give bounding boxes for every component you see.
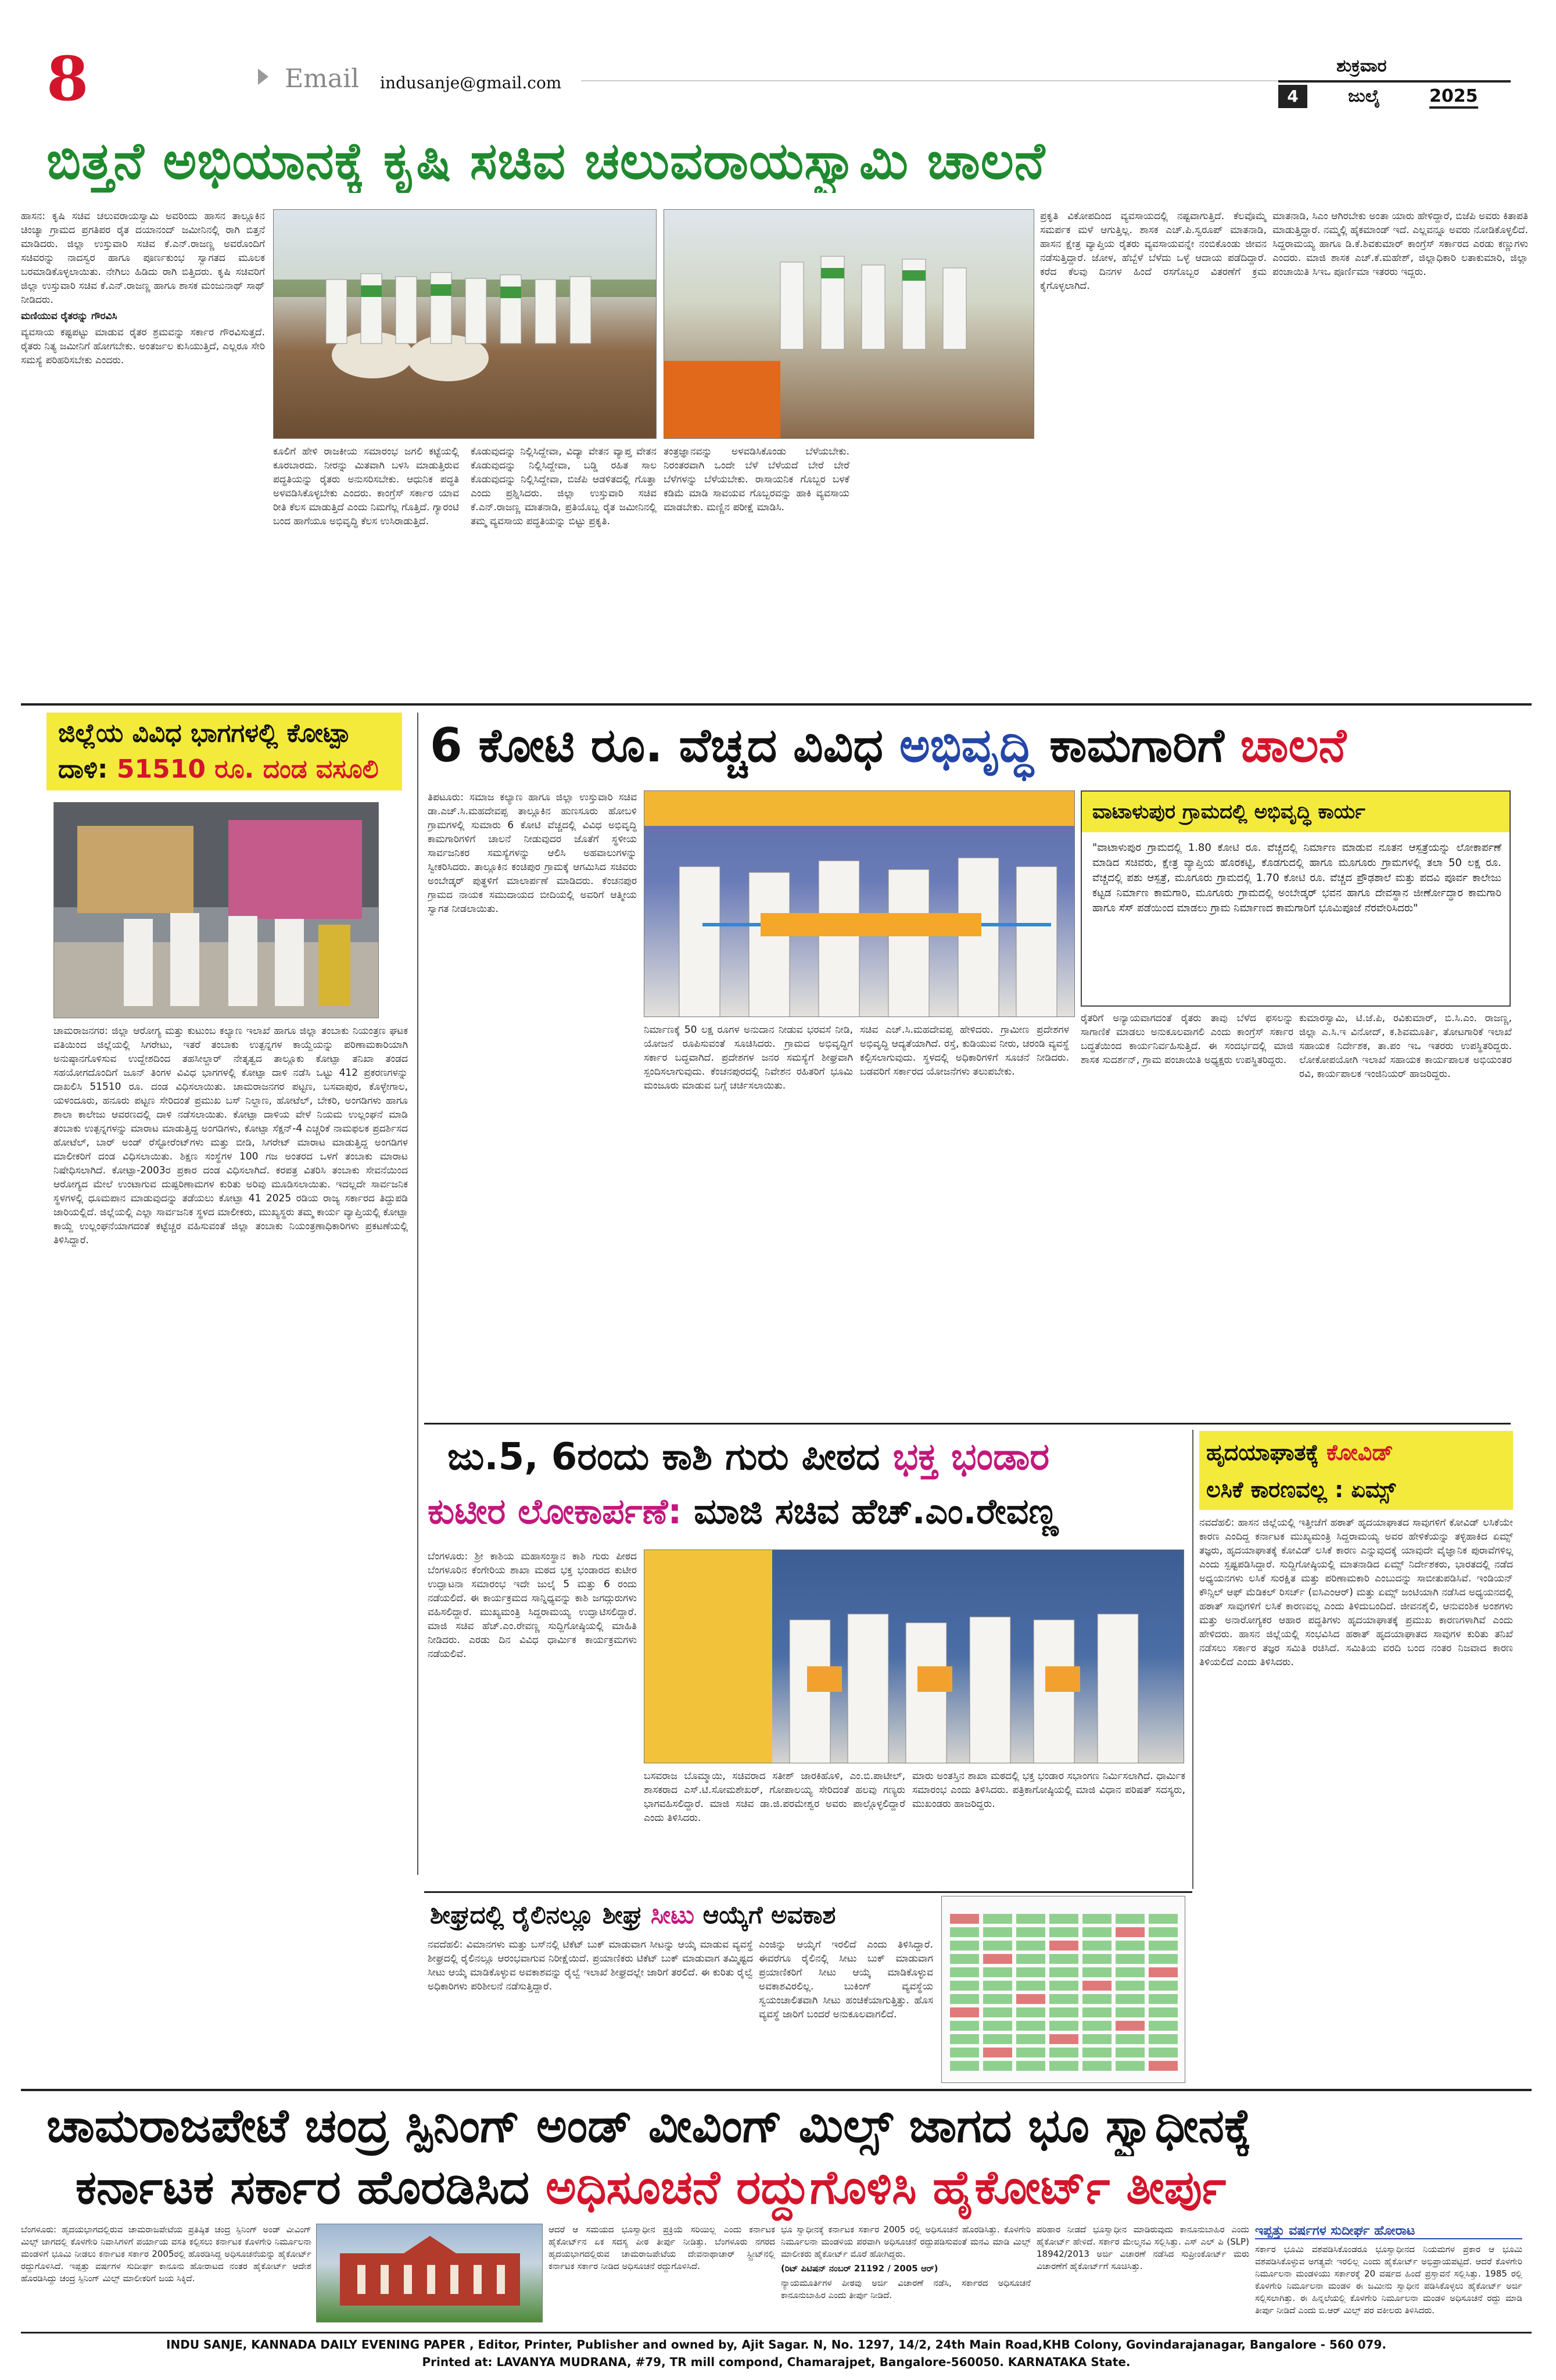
seat-cell — [1149, 1967, 1178, 1977]
release-scene — [644, 1550, 1184, 1763]
seat-cell — [983, 1954, 1012, 1964]
story6-col2: ಎಂಜಿನ್ನು ಆಯ್ಕೆಗೆ ಇರಲಿದೆ ಎಂದು ತಿಳಿಸಿದ್ದಾರೆ. ಈವರೆಗೂ ರೈಲಿನಲ್ಲಿ ಸೀಟು ಬುಕ್ ಮಾಡುವಾಗ ಪ್ರಯಾಣಿಕರಿಗೆ ಸೀಟು ಆಯ್ಕೆ ಮಾಡಿಕೊಳ್ಳುವ ಅವಕಾಶವಿರಲಿಲ್ಲ. ಬುಕಿಂಗ್ ವ್ಯವಸ್ಥೆಯ ಸ್ವಯಂಚಾಲಿತವಾಗಿ ಸೀಟು ಹಂಚಿಕೆಯಾಗುತ್ತಿತ್ತು. ಹೊಸ ವ್ಯವಸ್ಥೆ ಜಾರಿಗೆ ಬಂದರೆ ಅನುಕೂಲವಾಗಲಿದೆ. — [759, 1939, 933, 2020]
story6-headline-a: ಶೀಘ್ರದಲ್ಲಿ ರೈಲಿನಲ್ಲೂ ಶೀಘ್ರ — [430, 1901, 643, 1929]
seat-cell — [950, 2061, 979, 2071]
story7-headline-line1: ಚಾಮರಾಜಪೇಟೆ ಚಂದ್ರ ಸ್ಪಿನಿಂಗ್ ಅಂಡ್ ವೀವಿಂಗ್ ಮಿಲ್ಸ್ ಜಾಗದ ಭೂ ಸ್ವಾಧೀನಕ್ಕೆ — [46, 2099, 1252, 2153]
aiims-body: ನವದೆಹಲಿ: ಹಾಸನ ಜಿಲ್ಲೆಯಲ್ಲಿ ಇತ್ತೀಚೆಗೆ ಹಠಾತ್ ಹೃದಯಾಘಾತದ ಸಾವುಗಳಿಗೆ ಕೋವಿಡ್ ಲಸಿಕೆಯೇ ಕಾರಣ ಎಂದಿದ್ದ ಕರ್ನಾಟಕ ಮುಖ್ಯಮಂತ್ರಿ ಸಿದ್ದರಾಮಯ್ಯ ಅವರ ಹೇಳಿಕೆಯನ್ನು ತಳ್ಳಿಹಾಕಿದ ಏಮ್ಸ್ ತಜ್ಞರು, ಹೃದಯಾಘಾತಕ್ಕೆ ಕೋವಿಡ್ ಲಸಿಕೆ ಕಾರಣ ಎನ್ನುವುದಕ್ಕೆ ಯಾವುದೇ ವೈಜ್ಞಾನಿಕ ಪುರಾವೆಗಳಿಲ್ಲ ಎಂದು ಸ್ಪಷ್ಟಪಡಿಸಿದ್ದಾರೆ. ಸುದ್ದಿಗೋಷ್ಠಿಯಲ್ಲಿ ಮಾತನಾಡಿದ ಏಮ್ಸ್ ನಿರ್ದೇಶಕರು, ಭಾರತದಲ್ಲಿ ನಡೆದ ಅಧ್ಯಯನಗಳು ಲಸಿಕೆ ಸುರಕ್ಷಿತ ಮತ್ತು ಪರಿಣಾಮಕಾರಿ ಎಂಬುದನ್ನು ಸಾಬೀತುಪಡಿಸಿವೆ. ಇಂಡಿಯನ್ ಕೌನ್ಸಿಲ್ ಆಫ್ ಮೆಡಿಕಲ್ ರಿಸರ್ಚ್ (ಐಸಿಎಂಆರ್) ಮತ್ತು ಏಮ್ಸ್ ಜಂಟಿಯಾಗಿ ನಡೆಸಿದ ಅಧ್ಯಯನದಲ್ಲಿ ಹಠಾತ್ ಸಾವುಗಳಿಗೆ ಲಸಿಕೆ ಕಾರಣವಲ್ಲ ಎಂದು ತಿಳಿದುಬಂದಿದೆ. ಜೀವನಶೈಲಿ, ಆನುವಂಶಿಕ ಅಂಶಗಳು ಮತ್ತು ಅನಾರೋಗ್ಯಕರ ಆಹಾರ ಪದ್ಧತಿಗಳು ಹೃದಯಾಘಾತಕ್ಕೆ ಪ್ರಮುಖ ಕಾರಣಗಳಾಗಿವೆ ಎಂದು ಹೇಳಿದರು. ಹಾಸನ ಜಿಲ್ಲೆಯಲ್ಲಿ ಸಂಭವಿಸಿದ ಹಠಾತ್ ಹೃದಯಾಘಾತದ ಸಾವುಗಳ ಕುರಿತು ತನಿಖೆ ನಡೆಸಲು ಸರ್ಕಾರ ತಜ್ಞರ ಸಮಿತಿ ರಚಿಸಿದೆ. ಸಮಿತಿಯ ವರದಿ ಬಂದ ನಂತರ ನಿಜವಾದ ಕಾರಣ ತಿಳಿಯಲಿದೆ ಎಂದು ತಿಳಿಸಿದರು. — [1199, 1517, 1513, 1668]
kotpa-body: ಚಾಮರಾಜನಗರ: ಜಿಲ್ಲಾ ಆರೋಗ್ಯ ಮತ್ತು ಕುಟುಂಬ ಕಲ್ಯಾಣ ಇಲಾಖೆ ಹಾಗೂ ಜಿಲ್ಲಾ ತಂಬಾಕು ನಿಯಂತ್ರಣ ಘಟಕ ವತಿಯಿಂದ ಜಿಲ್ಲೆಯಲ್ಲಿ ಸಿಗರೇಟು, ಇತರೆ ತಂಬಾಕು ಉತ್ಪನ್ನಗಳ ಕಾಯ್ದೆಯನ್ನು ಪರಿಣಾಮಕಾರಿಯಾಗಿ ಅನುಷ್ಠಾನಗೊಳಿಸುವ ಉದ್ದೇಶದಿಂದ ತಹಸೀಲ್ದಾರ್ ನೇತೃತ್ವದ ತಾಲ್ಲೂಕು ಕೋಟ್ಪಾ ತನಿಖಾ ತಂಡದ ಸಹಯೋಗದೊಂದಿಗೆ ಜೂನ್ ತಿಂಗಳ ವಿವಿಧ ಭಾಗಗಳಲ್ಲಿ ಕೋಟ್ಪಾ ದಾಳಿ ನಡೆಸಿ ಒಟ್ಟು 412 ಪ್ರಕರಣಗಳನ್ನು ದಾಖಲಿಸಿ 51510 ರೂ. ದಂಡ ವಿಧಿಸಲಾಯಿತು. ಚಾಮರಾಜನಗರ ಪಟ್ಟಣ, ಬಸವಾಪುರ, ಕೊಳ್ಳೇಗಾಲ, ಯಳಂದೂರು, ಹನೂರು ಪಟ್ಟಣ ಸೇರಿದಂತೆ ಪ್ರಮುಖ ಬಸ್ ನಿಲ್ದಾಣ, ಹೋಟೆಲ್, ಬೇಕರಿ, ಅಂಗಡಿಗಳು ಹಾಗೂ ಶಾಲಾ ಕಾಲೇಜು ಆವರಣದಲ್ಲಿ ದಾಳಿ ನಡೆಸಲಾಯಿತು. ಕೋಟ್ಪಾ ದಾಳಿಯ ವೇಳೆ ನಿಯಮ ಉಲ್ಲಂಘನೆ ಮಾಡಿ ತಂಬಾಕು ಉತ್ಪನ್ನಗಳನ್ನು ಮಾರಾಟ ಮಾಡುತ್ತಿದ್ದ ಅಂಗಡಿಗಳು, ಕೋಟ್ಪಾ ಸೆಕ್ಷನ್-4 ಎಚ್ಚರಿಕೆ ನಾಮಫಲಕ ಪ್ರದರ್ಶಿಸದ ಹೋಟೆಲ್, ಬಾರ್ ಅಂಡ್ ರೆಸ್ಟೋರೆಂಟ್‌ಗಳು ಮತ್ತು ಬೀಡಿ, ಸಿಗರೇಟ್ ಮಾರಾಟ ಮಾಡುತ್ತಿದ್ದ ಅಂಗಡಿಗಳ ಮಾಲೀಕರಿಗೆ ದಂಡ ವಿಧಿಸಲಾಯಿತು. ಶಿಕ್ಷಣ ಸಂಸ್ಥೆಗಳ 100 ಗಜ ಅಂತರದ ಒಳಗೆ ತಂಬಾಕು ಮಾರಾಟ ನಿಷೇಧಿಸಲಾಗಿದೆ. ಕೋಟ್ಪಾ-2003ರ ಪ್ರಕಾರ ದಂಡ ವಿಧಿಸಲಾಗಿದೆ. ಕರಪತ್ರ ವಿತರಿಸಿ ತಂಬಾಕು ಸೇವನೆಯಿಂದ ಆರೋಗ್ಯದ ಮೇಲೆ ಉಂಟಾಗುವ ದುಷ್ಪರಿಣಾಮಗಳ ಕುರಿತು ಅರಿವು ಮೂಡಿಸಲಾಯಿತು. ಇದಲ್ಲದೇ ಸಾರ್ವಜನಿಕ ಸ್ಥಳಗಳಲ್ಲಿ ಧೂಮಪಾನ ಮಾಡುವುದನ್ನು ತಡೆಯಲು ಕೋಟ್ಪಾ 41 2025 ರಡಿಯ ರಾಜ್ಯ ಸರ್ಕಾರದ ತಿದ್ದುಪಡಿ ಜಾರಿಯಲ್ಲಿದೆ. ಜಿಲ್ಲೆಯಲ್ಲಿ ಎಲ್ಲಾ ಸಾರ್ವಜನಿಕ ಸ್ಥಳದ ಮಾಲೀಕರು, ಮುಖ್ಯಸ್ಥರು ತಮ್ಮ ಕಾರ್ಯ ವ್ಯಾಪ್ತಿಯಲ್ಲಿ ಕೋಟ್ಪಾ ಕಾಯ್ದೆ ಉಲ್ಲಂಘನೆಯಾಗದಂತೆ ಕಟ್ಟೆಚ್ಚರ ವಹಿಸುವಂತೆ ಜಿಲ್ಲಾ ತಂಬಾಕು ನಿಯಂತ್ರಣಾಧಿಕಾರಿಗಳು ಪ್ರಕಟಣೆಯಲ್ಲಿ ತಿಳಿಸಿದ್ದಾರೆ. — [53, 1025, 408, 1246]
seat-cell — [983, 1981, 1012, 1991]
seat-cell — [1016, 2034, 1045, 2044]
seat-cell — [950, 1941, 979, 1950]
seat-cell — [1082, 2048, 1112, 2057]
story7-col3 — [781, 2224, 1031, 2328]
seat-cell — [983, 2007, 1012, 2017]
case-number: (ರಿಟ್ ಪಿಟಿಷನ್ ನಂಬರ್ 21192 / 2005 ಆರ್) — [781, 2263, 938, 2274]
story1-col6: ಮಾತನಾಡಿ, ಸಿಎಂ ಆಗಿರಬೇಕು ಅಂತಾ ಯಾರು ಹೇಳಿದ್ದಾರೆ, ಬಿಜೆಪಿ ಅವರು ಕಿತಾಪತಿ ಮಾಡುತ್ತಿದ್ದಾರೆ. ನಮ್ಮಲ್ಲಿ ಹೈಕಮಾಂಡ್ ಇದೆ. ಎಲ್ಲವನ್ನೂ ಅವರು ನೋಡಿಕೊಳ್ಳಲಿದೆ. ಸಿದ್ದರಾಮಯ್ಯ ಹಾಗೂ ಡಿ.ಕೆ.ಶಿವಕುಮಾರ್ ಕಾಂಗ್ರೆಸ್ ಸರ್ಕಾರದ ಎರಡು ಕಣ್ಣುಗಳು ಎಂದರು. ಮಾಜಿ ಶಾಸಕ ಎಚ್.ಕೆ.ಮಹೇಶ್, ಜಿಲ್ಲಾಧಿಕಾರಿ ಲತಾಕುಮಾರಿ, ಜಿಲ್ಲಾ ಪಂಚಾಯಿತಿ ಸಿಇಒ ಪೂರ್ಣಿಮಾ ಇತರರು ಇದ್ದರು. — [1272, 210, 1528, 278]
seat-cell — [950, 2007, 979, 2017]
divider-vertical-right — [1192, 1430, 1193, 1889]
footer-imprint-line1: INDU SANJE, KANNADA DAILY EVENING PAPER , Editor, Printer, Publisher and owned by, Ajit Sagar. N, No. 1297, 14/2, 24th Main Road,KHB Colony, Govindarajanagar, Bangalore - 560 079. — [166, 2338, 1386, 2352]
seat-cell — [1049, 1994, 1078, 2004]
seat-cell — [1049, 1967, 1078, 1977]
story4-photo-release — [644, 1549, 1184, 1763]
seat-cell — [1116, 1967, 1145, 1977]
seat-cell — [1016, 1981, 1045, 1991]
high-court-building — [317, 2224, 543, 2322]
divider-story6 — [21, 2089, 1532, 2091]
seat-cell — [1149, 2034, 1178, 2044]
kotpa-headline-line2 — [58, 752, 379, 787]
seat-cell — [950, 1914, 979, 1924]
seat-cell — [1082, 1927, 1112, 1937]
year: 2025 — [1429, 86, 1478, 109]
seat-cell — [1149, 2021, 1178, 2031]
story6-headline-c: ಆಯ್ಕೆಗೆ ಅವಕಾಶ — [702, 1901, 836, 1929]
seat-cell — [1049, 2061, 1078, 2071]
weekday: ಶುಕ್ರವಾರ — [1336, 56, 1387, 76]
seat-cell — [1082, 1954, 1112, 1964]
divider-vertical-left — [417, 713, 418, 1875]
story4-headline-b: ಭಕ್ತ ಭಂಡಾರ — [892, 1436, 1050, 1479]
seat-cell — [950, 2048, 979, 2057]
month: ಜುಲೈ — [1348, 86, 1381, 106]
story3-col4: ರೈತರಿಗೆ ಅನ್ಯಾಯವಾಗದಂತೆ ರೈತರು ತಾವು ಬೆಳೆದ ಫಸಲನ್ನು ಸಾಗಾಣಿಕೆ ಮಾಡಲು ಅನುಕೂಲವಾಗಲಿ ಎಂದು ಕಾಂಗ್ರೆಸ್ ಸರ್ಕಾರ ಬದ್ಧತೆಯಿಂದ ಕಾರ್ಯನಿರ್ವಹಿಸುತ್ತಿದೆ. ಈ ಸಂದರ್ಭದಲ್ಲಿ ಮಾಜಿ ಶಾಸಕ ಸುದರ್ಶನ್, ಗ್ರಾಮ ಪಂಚಾಯಿತಿ ಅಧ್ಯಕ್ಷರು ಉಪಸ್ಥಿತರಿದ್ದರು. — [1081, 1012, 1293, 1066]
story3-col3: ಸಚಿವ ಎಚ್.ಸಿ.ಮಹದೇವಪ್ಪ ಹೇಳಿದರು. ಗ್ರಾಮೀಣ ಪ್ರದೇಶಗಳ ಅಭಿವೃದ್ಧಿ ಆದ್ಯತೆಯಾಗಿದೆ. ರಸ್ತೆ, ಕುಡಿಯುವ ನೀರು, ಚರಂಡಿ ವ್ಯವಸ್ಥೆ ಕಲ್ಪಿಸಲಾಗುವುದು. ಸ್ಥಳದಲ್ಲಿ ಅಧಿಕಾರಿಗಳಿಗೆ ಸೂಚನೆ ನೀಡಿದರು. ಬಡವರಿಗೆ ಸರ್ಕಾರದ ಯೋಜನೆಗಳು ತಲುಪಬೇಕು. — [860, 1024, 1069, 1078]
seat-cell — [1149, 1941, 1178, 1950]
story1-col3: ಕೊಡುವುದನ್ನು ನಿಲ್ಲಿಸಿದ್ದೇವಾ, ವಿದ್ಯಾ ವೇತನ ವ್ಯಾಪ್ತ ವೇತನ ಕೊಡುವುದನ್ನು ನಿಲ್ಲಿಸಿದ್ದೇವಾ, ಬಡ್ಡಿ ರಹಿತ ಸಾಲ ಕೊಡುವುದನ್ನು ನಿಲ್ಲಿಸಿದ್ದೇವಾ, ಬಿಜೆಪಿ ಆಡಳಿತದಲ್ಲಿ ಗೊತ್ತಾ ಎಂದು ಪ್ರಶ್ನಿಸಿದರು. ಜಿಲ್ಲಾ ಉಸ್ತುವಾರಿ ಸಚಿವ ಕೆ.ಎನ್.ರಾಜಣ್ಣ ಮಾತನಾಡಿ, ಪ್ರತಿಯೊಬ್ಬ ರೈತ ಜಮೀನಿನಲ್ಲಿ ತಮ್ಮ ವ್ಯವಸಾಯ ಪದ್ಧತಿಯನ್ನು ಬಿಟ್ಟು ಪ್ರಕೃತಿ. — [471, 446, 657, 527]
seat-cell — [983, 2021, 1012, 2031]
kotpa-headline-pre: ದಾಳಿ: — [58, 754, 108, 784]
seat-cell — [1116, 2048, 1145, 2057]
seat-cell — [950, 2034, 979, 2044]
story4-headline-c: ಕುಟೀರ ಲೋಕಾರ್ಪಣೆ: — [428, 1491, 682, 1532]
seat-cell — [1082, 1994, 1112, 2004]
seat-cell — [1016, 2021, 1045, 2031]
seat-cell — [1149, 1994, 1178, 2004]
seat-cell — [950, 1927, 979, 1937]
story4-col1: ಬೆಂಗಳೂರು: ಶ್ರೀ ಕಾಶಿಯ ಮಹಾಸಂಸ್ಥಾನ ಕಾಶಿ ಗುರು ಪೀಠದ ಬೆಂಗಳೂರಿನ ಕೆಂಗೇರಿಯ ಶಾಖಾ ಮಠದ ಭಕ್ತ ಭಂಡಾರದ ಕುಟೀರ ಉದ್ಘಾಟನಾ ಸಮಾರಂಭ ಇದೇ ಜುಲೈ 5 ಮತ್ತು 6 ರಂದು ನಡೆಯಲಿದೆ. ಈ ಕಾರ್ಯಕ್ರಮದ ಸಾನ್ನಿಧ್ಯವನ್ನು ಕಾಶಿ ಜಗದ್ಗುರುಗಳು ವಹಿಸಲಿದ್ದಾರೆ. ಮುಖ್ಯಮಂತ್ರಿ ಸಿದ್ದರಾಮಯ್ಯ ಉದ್ಘಾಟಿಸಲಿದ್ದಾರೆ. ಮಾಜಿ ಸಚಿವ ಹೆಚ್.ಎಂ.ರೇವಣ್ಣ ಸುದ್ದಿಗೋಷ್ಠಿಯಲ್ಲಿ ಮಾಹಿತಿ ನೀಡಿದರು. ಎರಡು ದಿನ ವಿವಿಧ ಧಾರ್ಮಿಕ ಕಾರ್ಯಕ್ರಮಗಳು ನಡೆಯಲಿವೆ. — [428, 1551, 637, 1660]
seat-cell — [1082, 1967, 1112, 1977]
story1-photo-sowing — [664, 209, 1034, 439]
kotpa-photo-shop — [53, 802, 379, 1018]
seat-cell — [1082, 2034, 1112, 2044]
ploughing-scene — [274, 210, 657, 439]
story1-col1b: ವ್ಯವಸಾಯ ಕಷ್ಟಪಟ್ಟು ಮಾಡುವ ರೈತರ ಶ್ರಮವನ್ನು ಸರ್ಕಾರ ಗೌರವಿಸುತ್ತದೆ. ರೈತರು ನಿತ್ಯ ಜಮೀನಿಗೆ ಹೋಗಬೇಕು. ಅಂತರ್ಜಲ ಕುಸಿಯುತ್ತಿದೆ, ಎಲ್ಲರೂ ಸೇರಿ ಸಮಸ್ಯೆ ಪರಿಹರಿಸಬೇಕು ಎಂದರು. — [21, 327, 265, 366]
story1-col5: ಪ್ರಕೃತಿ ವಿಕೋಪದಿಂದ ವ್ಯವಸಾಯದಲ್ಲಿ ನಷ್ಟವಾಗುತ್ತಿದೆ. ಕೆಲವೊಮ್ಮೆ ಸಮರ್ಪಕ ಮಳೆ ಆಗುತ್ತಿಲ್ಲ. ಶಾಸಕ ಎಚ್.ಪಿ.ಸ್ವರೂಪ್ ಮಾತನಾಡಿ, ಹಾಸನ ಕ್ಷೇತ್ರ ವ್ಯಾಪ್ತಿಯ ರೈತರು ವ್ಯವಸಾಯವನ್ನೇ ನಂಬಿಕೊಂಡು ಜೀವನ ನಡೆಸುತ್ತಿದ್ದಾರೆ. ಜೋಳ, ಹೆಬ್ಬೆಳೆ ಬೆಳೆದು ಒಳ್ಳೆ ಆದಾಯ ಪಡೆದಿದ್ದಾರೆ. ಕರೆದ ಕೆಲವು ದಿನಗಳ ಹಿಂದೆ ರಸಗೊಬ್ಬರ ವಿತರಣೆಗೆ ಕ್ರಮ ಕೈಗೊಳ್ಳಲಾಗಿದೆ. — [1040, 210, 1267, 292]
seat-cell — [1149, 2048, 1178, 2057]
seat-cell — [1082, 1914, 1112, 1924]
aiims-headline-line2: ಲಸಿಕೆ ಕಾರಣವಲ್ಲ : ಏಮ್ಸ್ — [1206, 1477, 1396, 1502]
story7-col5: ಸರ್ಕಾರ ಭೂಮಿ ವಶಪಡಿಸಿಕೊಂಡರೂ ಭೂಸ್ವಾಧೀನದ ನಿಯಮಗಳ ಪ್ರಕಾರ ಆ ಭೂಮಿ ವಶಪಡಿಸಿಕೊಳ್ಳುವ ಅಗತ್ಯವೇ ಇರಲಿಲ್ಲ ಎಂದು ಹೈಕೋರ್ಟ್ ಅಭಿಪ್ರಾಯಪಟ್ಟಿದೆ. ಆದರೆ ಕೊಳಗೇರಿ ನಿರ್ಮೂಲನಾ ಮಂಡಳಿಯು ಸರ್ಕಾರಕ್ಕೆ 20 ವರ್ಷದ ಹಿಂದೆ ಪ್ರಸ್ತಾವನೆ ಸಲ್ಲಿಸಿತ್ತು. 1985 ರಲ್ಲಿ ಕೊಳಗೇರಿ ನಿರ್ಮೂಲನಾ ಮಂಡಳಿ ಈ ಜಮೀನು ಸ್ವಾಧೀನ ಪಡಿಸಿಕೊಳ್ಳಲು ಹೈಕೋರ್ಟ್ ಅರ್ಜಿ ಸಲ್ಲಿಸಲಾಗಿತ್ತು. ಈ ಹಿನ್ನಲೆಯಲ್ಲಿ ಕೊಳಗೇರಿ ನಿರ್ಮೂಲನಾ ಮಂಡಳಿ ಅಧಿಸೂಚನೆ ರದ್ದು ಮಾಡಿ ತೀರ್ಪು ನೀಡಿದೆ ಎಂದು ಬಿ.ಆರ್ ಮಿಲ್ಸ್ ಪರ ವಕೀಲರು ತಿಳಿಸಿದರು. — [1255, 2244, 1522, 2315]
seat-cell — [1082, 1941, 1112, 1950]
kotpa-headline-line1: ಜಿಲ್ಲೆಯ ವಿವಿಧ ಭಾಗಗಳಲ್ಲಿ ಕೋಟ್ಪಾ — [58, 718, 351, 748]
seat-cell — [1049, 2048, 1078, 2057]
story7-col5-title: ಇಪ್ಪತ್ತು ವರ್ಷಗಳ ಸುದೀರ್ಘ ಹೋರಾಟ — [1255, 2224, 1522, 2239]
story1-col2: ಕೂಲಿಗೆ ಹೇಳಿ ರಾಜಕೀಯ ಸಮಾರಂಭ ಜಗಲಿ ಕಟ್ಟೆಯಲ್ಲಿ ಕೂರಬಾರದು. ನೀರನ್ನು ಮಿತವಾಗಿ ಬಳಸಿ ಮಾಡುತ್ತಿರುವ ಪದ್ಧತಿಯನ್ನು ರೈತರು ಅನುಸರಿಸಬೇಕು. ಆಧುನಿಕ ಪದ್ಧತಿ ಅಳವಡಿಸಿಕೊಳ್ಳಬೇಕು ಎಂದರು. ಕಾಂಗ್ರೆಸ್ ಸರ್ಕಾರ ಯಾವ ರೀತಿ ಕೆಲಸ ಮಾಡುತ್ತಿದೆ ಎಂದು ನಿಮಗೆಲ್ಲ ಗೊತ್ತಿದೆ. ಗ್ಯಾರಂಟಿ ಬಂದ ಹಾಗೆಯೂ ಅಭಿವೃದ್ಧಿ ಕೆಲಸ ಉಸಿರಾಡುತ್ತಿದೆ. — [273, 446, 459, 527]
story1-col1 — [21, 209, 265, 697]
seat-cell — [950, 1967, 979, 1977]
seat-cell — [1116, 1981, 1145, 1991]
seat-cell — [1149, 2007, 1178, 2017]
divider-story1 — [21, 703, 1532, 706]
sowing-scene — [664, 210, 1034, 439]
seat-cell — [983, 2061, 1012, 2071]
high-court-photo — [316, 2224, 543, 2322]
seat-cell — [1149, 1954, 1178, 1964]
story6-headline-b: ಸೀಟು — [650, 1901, 695, 1929]
story4-col3: ಮಾರು ಅಂತಸ್ತಿನ ಶಾಖಾ ಮಠದಲ್ಲಿ ಭಕ್ತ ಭಂಡಾರ ಸಭಾಂಗಣ ನಿರ್ಮಿಸಲಾಗಿದೆ. ಧಾರ್ಮಿಕ ಸಮಾರಂಭ ಎಂದು ತಿಳಿಸಿದರು. ಪತ್ರಿಕಾಗೋಷ್ಠಿಯಲ್ಲಿ ಮಾಜಿ ವಿಧಾನ ಪರಿಷತ್ ಸದಸ್ಯರು, ಮುಖಂಡರು ಹಾಜರಿದ್ದರು. — [912, 1770, 1185, 1810]
seat-cell — [950, 2021, 979, 2031]
seat-cell — [1149, 1927, 1178, 1937]
story7-col3-text: ಭೂ ಸ್ವಾಧೀನಕ್ಕೆ ಕರ್ನಾಟಕ ಸರ್ಕಾರ 2005 ರಲ್ಲಿ ಅಧಿಸೂಚನೆ ಹೊರಡಿಸಿತ್ತು. ಕೊಳಗೇರಿ ನಿರ್ಮೂಲನಾ ಮಂಡಳಿಯ ಪರವಾಗಿ ಅಧಿಸೂಚನೆ ರದ್ದುಪಡಿಸುವಂತೆ ಮನವಿ ಮಾಡಿ ಮಿಲ್ಸ್ ಮಾಲೀಕರು ಹೈಕೋರ್ಟ್ ಮೊರೆ ಹೋಗಿದ್ದರು. — [781, 2224, 1031, 2259]
date-block — [1278, 56, 1511, 110]
seat-cell — [1049, 1941, 1078, 1950]
seat-cell — [1049, 1927, 1078, 1937]
story3-intro: ತಿಪಟೂರು: ಸಮಾಜ ಕಲ್ಯಾಣ ಹಾಗೂ ಜಿಲ್ಲಾ ಉಸ್ತುವಾರಿ ಸಚಿವ ಡಾ.ಎಚ್.ಸಿ.ಮಹದೇವಪ್ಪ ತಾಲ್ಲೂಕಿನ ಹುಣಸೂರು ಹೋಬಳಿ ಗ್ರಾಮಗಳಲ್ಲಿ ಸುಮಾರು 6 ಕೋಟಿ ವೆಚ್ಚದಲ್ಲಿ ವಿವಿಧ ಅಭಿವೃದ್ಧಿ ಕಾಮಗಾರಿಗಳಿಗೆ ಚಾಲನೆ ನೀಡುವುದರ ಜೊತೆಗೆ ಸ್ಥಳೀಯ ಸಾರ್ವಜನಿಕರ ಸಮಸ್ಯೆಗಳನ್ನು ಆಲಿಸಿ ಅಹವಾಲುಗಳನ್ನು ಸ್ವೀಕರಿಸಿದರು. ತಾಲ್ಲೂಕಿನ ಕಂಚಿಪುರ ಗ್ರಾಮಕ್ಕೆ ಆಗಮಿಸಿದ ಸಚಿವರು ಅಂಬೇಡ್ಕರ್ ಪುತ್ಥಳಿಗೆ ಮಾಲಾರ್ಪಣೆ ಮಾಡಿದರು. ಕೆಂಚನಪುರ ಗ್ರಾಮದ ನಾಯಕ ಸಮುದಾಯದ ಬೀದಿಯಲ್ಲಿ ಅವರಿಗೆ ಆತ್ಮೀಯ ಸ್ವಾಗತ ನೀಡಲಾಯಿತು. — [428, 792, 637, 915]
seat-cell — [1016, 2048, 1045, 2057]
seat-cell — [1049, 1954, 1078, 1964]
story3-photo-inauguration — [644, 790, 1075, 1017]
story7-headline-b: ಅಧಿಸೂಚನೆ ರದ್ದುಗೊಳಿಸಿ ಹೈಕೋರ್ಟ್ ತೀರ್ಪು — [546, 2160, 1227, 2214]
seat-cell — [983, 1994, 1012, 2004]
story3-headline-c: ಕಾಮಗಾರಿಗೆ — [1049, 718, 1224, 772]
seat-cell — [983, 1967, 1012, 1977]
seat-cell — [950, 1954, 979, 1964]
seat-cell — [1016, 2007, 1045, 2017]
story3-side-title: ವಾಟಾಳುಪುರ ಗ್ರಾಮದಲ್ಲಿ ಅಭಿವೃದ್ಧಿ ಕಾರ್ಯ — [1092, 800, 1365, 824]
email-label: Email — [285, 64, 360, 94]
divider-story3 — [424, 1423, 1511, 1425]
story3-headline-d: ಚಾಲನೆ — [1240, 718, 1347, 772]
story6-headline — [430, 1896, 836, 1934]
seat-cell — [1116, 2034, 1145, 2044]
story1-headline: ಬಿತ್ತನೆ ಅಭಿಯಾನಕ್ಕೆ ಕೃಷಿ ಸಚಿವ ಚಲುವರಾಯಸ್ವಾಮಿ ಚಾಲನೆ — [46, 131, 1046, 191]
day: 4 — [1278, 85, 1307, 108]
seat-cell — [1116, 1954, 1145, 1964]
seat-cell — [1049, 2007, 1078, 2017]
seat-cell — [950, 1994, 979, 2004]
seat-cell — [1116, 2007, 1145, 2017]
story7-col3b-text: ನ್ಯಾಯಮೂರ್ತಿಗಳ ಪೀಠವು ಅರ್ಜಿ ವಿಚಾರಣೆ ನಡೆಸಿ, ಸರ್ಕಾರದ ಅಧಿಸೂಚನೆ ಕಾನೂನುಬಾಹಿರ ಎಂದು ತೀರ್ಪು ನೀಡಿದೆ. — [781, 2278, 1031, 2300]
story3-headline-a: 6 ಕೋಟಿ ರೂ. ವೆಚ್ಚದ ವಿವಿಧ — [430, 718, 884, 772]
story1-subhead: ಮಣಿಯುವ ರೈತರನ್ನು ಗೌರವಿಸಿ — [21, 310, 117, 322]
seat-cell — [1049, 2021, 1078, 2031]
seat-cell — [1116, 1994, 1145, 2004]
seat-cell — [1082, 2007, 1112, 2017]
divider-story4 — [424, 1891, 1192, 1893]
story7-col2: ಆದರೆ ಆ ಸಮಯದ ಭೂಸ್ವಾಧೀನ ಪ್ರಕ್ರಿಯೆ ಸರಿಯಿಲ್ಲ ಎಂದು ಕರ್ನಾಟಕ ಹೈಕೋರ್ಟ್‌ನ ಏಕ ಸದಸ್ಯ ಪೀಠ ತೀರ್ಪು ನೀಡಿತ್ತು. ಬೆಂಗಳೂರು ನಗರದ ಹೃದಯಭಾಗದಲ್ಲಿರುವ ಚಾಮರಾಜಪೇಟೆಯ ದೇವನಾಥಾಚಾರ್ ಸ್ಟ್ರೀಟ್‌ನಲ್ಲಿ ಕರ್ನಾಟಕ ಸರ್ಕಾರ ನೀಡಿದ ಅಧಿಸೂಚನೆ ರದ್ದುಗೊಳಿಸಿದೆ. — [548, 2224, 775, 2271]
seat-cell — [983, 1914, 1012, 1924]
story7-headline-a: ಕರ್ನಾಟಕ ಸರ್ಕಾರ ಹೊರಡಿಸಿದ — [76, 2160, 530, 2214]
story3-col2: ನಿರ್ಮಾಣಕ್ಕೆ 50 ಲಕ್ಷ ರೂಗಳ ಅನುದಾನ ನೀಡುವ ಭರವಸೆ ನೀಡಿ, ಯೋಜನೆ ರೂಪಿಸುವಂತೆ ಸೂಚಿಸಿದರು. ಗ್ರಾಮದ ಅಭಿವೃದ್ಧಿಗೆ ಸರ್ಕಾರ ಬದ್ಧವಾಗಿದೆ. ಪ್ರದೇಶಗಳ ಜನರ ಸಮಸ್ಯೆಗೆ ಶೀಘ್ರವಾಗಿ ಸ್ಪಂದಿಸಲಾಗುವುದು. ಕೆಂಚನಪುರದಲ್ಲಿ ನಿವೇಶನ ರಹಿತರಿಗೆ ಭೂಮಿ ಮಂಜೂರು ಮಾಡುವ ಬಗ್ಗೆ ಚರ್ಚಿಸಲಾಯಿತು. — [644, 1024, 853, 1091]
seat-map-grid — [942, 1896, 1185, 2083]
seat-cell — [1049, 2034, 1078, 2044]
seat-cell — [1082, 2061, 1112, 2071]
shop-scene — [54, 803, 379, 1018]
story1-lead-text: ಹಾಸನ: ಕೃಷಿ ಸಚಿವ ಚಲುವರಾಯಸ್ವಾಮಿ ಅವರಿಂದು ಹಾಸನ ತಾಲ್ಲೂಕಿನ ಚಿಂಚ್ಯಾ ಗ್ರಾಮದ ಪ್ರಗತಿಪರ ರೈತ ದಯಾನಂದ್ ಜಮೀನಿನಲ್ಲಿ ರಾಗಿ ಬಿತ್ತನೆ ಮಾಡಿದರು. ಜಿಲ್ಲಾ ಉಸ್ತುವಾರಿ ಸಚಿವ ಕೆ.ಎನ್.ರಾಜಣ್ಣ ಅವರೊಂದಿಗೆ ಸಚಿವರನ್ನು ನಾದಸ್ವರ ಹಾಗೂ ಪೂರ್ಣಕುಂಭ ಸ್ವಾಗತದ ಮೂಲಕ ಬರಮಾಡಿಕೊಳ್ಳಲಾಯಿತು. ನೇಗಿಲು ಹಿಡಿದು ರಾಗಿ ಬಿತ್ತಿದರು. ಕೃಷಿ ಸಚಿವರಿಗೆ ಜಿಲ್ಲಾ ಉಸ್ತುವಾರಿ ಸಚಿವ ಕೆ.ಎನ್.ರಾಜಣ್ಣ ಹಾಗೂ ಶಾಸಕ ಮಂಜುನಾಥ್ ಸಾಥ್ ನೀಡಿದರು. — [21, 210, 265, 306]
story3-col5: ಕುಮಾರಸ್ವಾಮಿ, ಟಿ.ಜೆ.ಪಿ, ರವಿಕುಮಾರ್, ಬಿ.ಸಿ.ಎಂ. ರಾಜಣ್ಣ, ಜಿಲ್ಲಾ ಎ.ಸಿ.ಇ ವಿನೋದ್, ಕ.ಶಿವಮೂರ್ತಿ, ತೋಟಗಾರಿಕೆ ಇಲಾಖೆ ಸಹಾಯಕ ನಿರ್ದೇಶಕ, ತಾ.ಪಂ ಇಒ ಇತರರು ಉಪಸ್ಥಿತರಿದ್ದರು. ಲೋಕೋಪಯೋಗಿ ಇಲಾಖೆ ಸಹಾಯಕ ಕಾರ್ಯಪಾಲಕ ಅಭಿಯಂತರ ರವಿ, ಕಾರ್ಯಪಾಲಕ ಇಂಜಿನಿಯರ್ ಹಾಜರಿದ್ದರು. — [1299, 1012, 1512, 1080]
seat-cell — [983, 2034, 1012, 2044]
masthead-top-rule — [581, 80, 1278, 81]
seat-cell — [983, 2048, 1012, 2057]
seat-cell — [1016, 1994, 1045, 2004]
story3-headline-b: ಅಭಿವೃದ್ಧಿ — [899, 718, 1034, 772]
seat-cell — [950, 1981, 979, 1991]
story4-headline-line1 — [447, 1431, 1049, 1483]
seat-cell — [1049, 1914, 1078, 1924]
seat-cell — [1016, 1967, 1045, 1977]
seat-cell — [1116, 1941, 1145, 1950]
story7-col4: ಪರಿಹಾರ ನೀಡದೆ ಭೂಸ್ವಾಧೀನ ಮಾಡಿರುವುದು ಕಾನೂನುಬಾಹಿರ ಎಂದು ಹೈಕೋರ್ಟ್ ಹೇಳಿದೆ. ಸರ್ಕಾರ ಮೇಲ್ಮನವಿ ಸಲ್ಲಿಸಿತ್ತು. ಎಸ್ ಎಲ್ ಪಿ (SLP) 18942/2013 ಅರ್ಜಿ ವಿಚಾರಣೆ ನಡೆಸಿದ ಸುಪ್ರೀಂಕೋರ್ಟ್ ಮರು ವಿಚಾರಣೆಗೆ ಹೈಕೋರ್ಟ್‌ಗೆ ಸೂಚಿಸಿತ್ತು. — [1037, 2224, 1249, 2271]
seat-cell — [983, 1927, 1012, 1937]
seat-cell — [1082, 2021, 1112, 2031]
seat-cell — [1116, 1927, 1145, 1937]
story4-col2: ಬಸವರಾಜ ಬೊಮ್ಮಾಯಿ, ಸಚಿವರಾದ ಸತೀಶ್ ಜಾರಕಿಹೊಳಿ, ಎಂ.ಬಿ.ಪಾಟೀಲ್, ಶಾಸಕರಾದ ಎಸ್.ಟಿ.ಸೋಮಶೇಖರ್, ಗೋಪಾಲಯ್ಯ ಸೇರಿದಂತೆ ಹಲವು ಗಣ್ಯರು ಭಾಗವಹಿಸಲಿದ್ದಾರೆ. ಮಾಜಿ ಸಚಿವ ಡಾ.ಜಿ.ಪರಮೇಶ್ವರ ಅವರು ಪಾಲ್ಗೊಳ್ಳಲಿದ್ದಾರೆ ಎಂದು ತಿಳಿಸಿದರು. — [644, 1770, 905, 1824]
kotpa-headline-amount: 51510 ರೂ. ದಂಡ ವಸೂಲಿ — [116, 754, 379, 784]
seat-map-graphic — [941, 1896, 1185, 2083]
seat-cell — [1082, 1981, 1112, 1991]
story7-col1: ಬೆಂಗಳೂರು: ಹೃದಯಭಾಗದಲ್ಲಿರುವ ಚಾಮರಾಜಪೇಟೆಯ ಪ್ರತಿಷ್ಠಿತ ಚಂದ್ರ ಸ್ಪಿನಿಂಗ್ ಅಂಡ್ ವೀವಿಂಗ್ ಮಿಲ್ಸ್ ಜಾಗದಲ್ಲಿ ಕೊಳಗೇರಿ ನಿವಾಸಿಗಳಿಗೆ ಪರ್ಯಾಯ ವಸತಿ ಕಲ್ಪಿಸಲು ಕರ್ನಾಟಕ ಕೊಳಗೇರಿ ನಿರ್ಮೂಲನಾ ಮಂಡಳಿಗೆ ಭೂಮಿ ನೀಡಲು ಕರ್ನಾಟಕ ಸರ್ಕಾರ 2005ರಲ್ಲಿ ಹೊರಡಿಸಿದ್ದ ಅಧಿಸೂಚನೆಯನ್ನು ಹೈಕೋರ್ಟ್ ರದ್ದುಗೊಳಿಸಿದೆ. ಇಪ್ಪತ್ತು ವರ್ಷಗಳ ಸುದೀರ್ಘ ಕಾನೂನು ಹೋರಾಟದ ನಂತರ ಹೈಕೋರ್ಟ್ ಆದೇಶ ಹೊರಡಿಸಿದ್ದು ಚಂದ್ರ ಸ್ಪಿನಿಂಗ್ ಮಿಲ್ಸ್ ಮಾಲೀಕರಿಗೆ ಜಯ ಸಿಕ್ಕಿದೆ. — [21, 2224, 311, 2284]
seat-cell — [1016, 2061, 1045, 2071]
aiims-headline-line1 — [1206, 1434, 1393, 1470]
seat-cell — [1116, 1914, 1145, 1924]
aiims-title-b: ಕೋವಿಡ್ — [1326, 1440, 1393, 1465]
seat-cell — [1016, 1914, 1045, 1924]
seat-cell — [1116, 2061, 1145, 2071]
page-number: 8 — [46, 43, 89, 114]
seat-cell — [1149, 2061, 1178, 2071]
seat-cell — [1016, 1927, 1045, 1937]
story4-headline-a: ಜು.5, 6ರಂದು ಕಾಶಿ ಗುರು ಪೀಠದ — [447, 1436, 880, 1479]
story4-headline-d: ಮಾಜಿ ಸಚಿವ ಹೆಚ್.ಎಂ.ರೇವಣ್ಣ — [694, 1491, 1059, 1532]
story7-headline-line2 — [76, 2157, 1226, 2218]
seat-cell — [1016, 1941, 1045, 1950]
story3-headline — [430, 714, 1346, 778]
footer-imprint-line2: Printed at: LAVANYA MUDRANA, #79, TR mill compond, Chamarajpet, Bangalore-560050. KARNATAKA State. — [422, 2355, 1131, 2369]
seat-cell — [1149, 1981, 1178, 1991]
seat-cell — [1016, 1954, 1045, 1964]
seat-cell — [1149, 1914, 1178, 1924]
story6-col1: ನವದೆಹಲಿ: ವಿಮಾನಗಳು ಮತ್ತು ಬಸ್‌ನಲ್ಲಿ ಟಿಕೆಟ್ ಬುಕ್ ಮಾಡುವಾಗ ಸೀಟನ್ನು ಆಯ್ಕೆ ಮಾಡುವ ವ್ಯವಸ್ಥೆ ಶೀಘ್ರದಲ್ಲಿ ರೈಲಿನಲ್ಲೂ ಆರಂಭವಾಗುವ ನಿರೀಕ್ಷೆಯಿದೆ. ಪ್ರಯಾಣಿಕರು ಟಿಕೆಟ್ ಬುಕ್ ಮಾಡುವಾಗ ತಮ್ಮಿಷ್ಟದ ಸೀಟು ಆಯ್ಕೆ ಮಾಡಿಕೊಳ್ಳುವ ಅವಕಾಶವನ್ನು ರೈಲ್ವೆ ಇಲಾಖೆ ಶೀಘ್ರದಲ್ಲೇ ಜಾರಿಗೆ ತರಲಿದೆ. ಈ ಕುರಿತು ರೈಲ್ವೆ ಅಧಿಕಾರಿಗಳು ಪರಿಶೀಲನೆ ನಡೆಸುತ್ತಿದ್ದಾರೆ. — [428, 1939, 753, 1992]
email-arrow-icon — [258, 69, 268, 85]
seat-cell — [1049, 1981, 1078, 1991]
story1-photo-ploughing — [273, 209, 657, 439]
email-address[interactable]: indusanje@gmail.com — [380, 73, 562, 92]
aiims-title-a: ಹೃದಯಾಘಾತಕ್ಕೆ — [1206, 1440, 1319, 1465]
seat-cell — [983, 1941, 1012, 1950]
story1-col4: ತಂತ್ರಜ್ಞಾನವನ್ನು ಅಳವಡಿಸಿಕೊಂಡು ಬೆಳೆಯಬೇಕು. ನಿರಂತರವಾಗಿ ಒಂದೇ ಬೆಳೆ ಬೆಳೆಯದೆ ಬೇರೆ ಬೇರೆ ಬೆಳೆಗಳನ್ನು ಬೆಳೆಯಬೇಕು. ರಾಸಾಯನಿಕ ಗೊಬ್ಬರ ಬಳಕೆ ಕಡಿಮೆ ಮಾಡಿ ಸಾವಯವ ಗೊಬ್ಬರವನ್ನು ಹಾಕಿ ವ್ಯವಸಾಯ ಮಾಡಬೇಕು. ಮಣ್ಣಿನ ಪರೀಕ್ಷೆ ಮಾಡಿಸಿ. — [664, 446, 849, 513]
story4-headline-line2 — [428, 1486, 1058, 1538]
story3-side-body: "ವಾಟಾಳುಪುರ ಗ್ರಾಮದಲ್ಲಿ 1.80 ಕೋಟಿ ರೂ. ವೆಚ್ಚದಲ್ಲಿ ನಿರ್ಮಾಣ ಮಾಡುವ ನೂತನ ಆಸ್ಪತ್ರೆಯನ್ನು ಲೋಕಾರ್ಪಣೆ ಮಾಡಿದ ಸಚಿವರು, ಕ್ಷೇತ್ರ ವ್ಯಾಪ್ತಿಯ ಹೊರಕಟ್ಟಿ, ಕೊಡಗುದಲ್ಲಿ ಹಾಗೂ ಮೂಗೂರು ಗ್ರಾಮಗಳಲ್ಲಿ ತಲಾ 50 ಲಕ್ಷ ರೂ. ವೆಚ್ಚದಲ್ಲಿ ಪಶು ಆಸ್ಪತ್ರೆ, ಮೂಗೂರು ಗ್ರಾಮದಲ್ಲಿ 1.70 ಕೋಟಿ ರೂ. ವೆಚ್ಚದ ಪ್ರೌಢಶಾಲೆ ಮತ್ತು ಪದವಿ ಪೂರ್ವ ಕಾಲೇಜು ಕಟ್ಟಡ ನಿರ್ಮಾಣ ಕಾಮಗಾರಿ, ಮೂಗೂರು ಗ್ರಾಮದಲ್ಲಿ ಅಂಬೇಡ್ಕರ್ ಭವನ ಹಾಗೂ ದೇವಸ್ಥಾನ ಜೀರ್ಣೋದ್ಧಾರ ಕಾಮಗಾರಿ ಹಾಗೂ ಸೆಸ್ ಪಡೆಯಿಂದ ಮಾಡಲು ಗ್ರಾಮ ನಿರ್ಮಾಣದ ಕಾಮಗಾರಿಗೆ ಭೂಮಿಪೂಜೆ ನೆರವೇರಿಸಿದರು" — [1092, 842, 1501, 914]
footer-rule — [21, 2332, 1532, 2334]
inauguration-scene — [644, 791, 1075, 1017]
seat-cell — [1116, 2021, 1145, 2031]
